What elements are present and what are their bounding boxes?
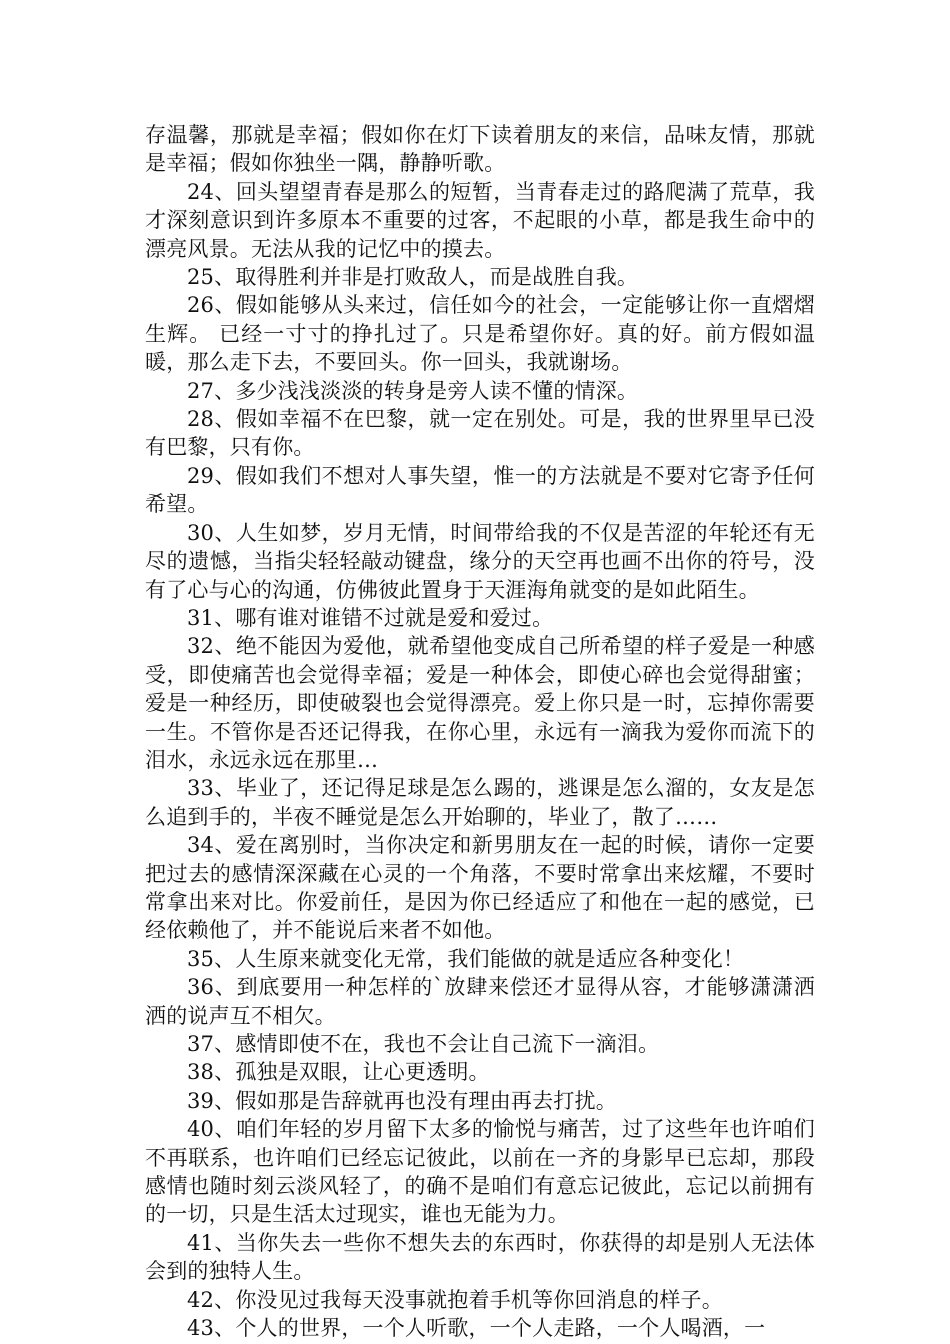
paragraph: 33、毕业了，还记得足球是怎么踢的，逃课是怎么溜的，女友是怎么追到手的，半夜不睡觉是怎么开始聊的，毕业了，散了…… <box>145 776 815 829</box>
paragraph: 35、人生原来就变化无常，我们能做的就是适应各种变化！ <box>187 946 745 971</box>
document-body <box>145 121 815 1342</box>
paragraph: 34、爱在离别时，当你决定和新男朋友在一起的时候，请你一定要把过去的感情深深藏在心灵的一个角落，不要时常拿出来炫耀，不要时常拿出来对比。你爱前任，是因为你已经适应了和他在一起的感觉，已经依赖他了，并不能说后来者不如他。 <box>145 833 815 943</box>
paragraph: 41、当你失去一些你不想失去的东西时，你获得的却是别人无法体会到的独特人生。 <box>145 1230 815 1284</box>
paragraph: 43、个人的世界，一个人听歌，一个人走路，一个人喝酒，一 <box>187 1316 766 1341</box>
paragraph: 29、假如我们不想对人事失望，惟一的方法就是不要对它寄予任何希望。 <box>145 463 815 517</box>
paragraph: 27、多少浅浅淡淡的转身是旁人读不懂的情深。 <box>187 378 639 403</box>
paragraph: 36、到底要用一种怎样的`放肆来偿还才显得从容，才能够潇潇洒洒的说声互不相欠。 <box>145 975 815 1028</box>
paragraph: 30、人生如梦，岁月无情，时间带给我的不仅是苦涩的年轮还有无尽的遗憾，当指尖轻轻敲动键盘，缘分的天空再也画不出你的符号，没有了心与心的沟通，仿佛彼此置身于天涯海角就变的是如此陌生。 <box>145 520 815 602</box>
paragraph: 31、哪有谁对谁错不过就是爱和爱过。 <box>187 605 554 630</box>
paragraph: 24、回头望望青春是那么的短暂，当青春走过的路爬满了荒草，我才深刻意识到许多原本不重要的过客，不起眼的小草，都是我生命中的漂亮风景。无法从我的记忆中的摸去。 <box>145 179 815 261</box>
paragraph: 42、你没见过我每天没事就抱着手机等你回消息的样子。 <box>187 1287 723 1312</box>
paragraph: 37、感情即使不在，我也不会让自己流下一滴泪。 <box>187 1032 660 1056</box>
paragraph: 26、假如能够从头来过，信任如今的社会，一定能够让你一直熠熠生辉。 已经一寸寸的挣扎过了。只是希望你好。真的好。前方假如温暖，那么走下去，不要回头。你一回头，我就谢场。 <box>145 293 815 375</box>
paragraph: 32、绝不能因为爱他，就希望他变成自己所希望的样子爱是一种感受，即使痛苦也会觉得幸福；爱是一种体会，即使心碎也会觉得甜蜜；爱是一种经历，即使破裂也会觉得漂亮。爱上你只是一时，忘掉你需要一生。不管你是否还记得我，在你心里，永远有一滴我为爱你而流下的泪水，永远永远在那里… <box>145 634 815 772</box>
paragraph: 28、假如幸福不在巴黎，就一定在别处。可是，我的世界里早已没有巴黎，只有你。 <box>145 407 815 460</box>
paragraph: 39、假如那是告辞就再也没有理由再去打扰。 <box>187 1088 617 1113</box>
paragraph: 25、取得胜利并非是打败敌人，而是战胜自我。 <box>187 265 639 290</box>
paragraph: 存温馨，那就是幸福；假如你在灯下读着朋友的来信，品味友情，那就是幸福；假如你独坐一隅，静静听歌。 <box>145 123 815 176</box>
paragraph: 38、孤独是双眼，让心更透明。 <box>187 1060 490 1085</box>
paragraph: 40、咱们年轻的岁月留下太多的愉悦与痛苦，过了这些年也许咱们不再联系，也许咱们已经忘记彼此，以前在一齐的身影早已忘却，那段感情也随时刻云淡风轻了，的确不是咱们有意忘记彼此，忘记以前拥有的一切，只是生活太过现实，谁也无能为力。 <box>145 1117 815 1227</box>
